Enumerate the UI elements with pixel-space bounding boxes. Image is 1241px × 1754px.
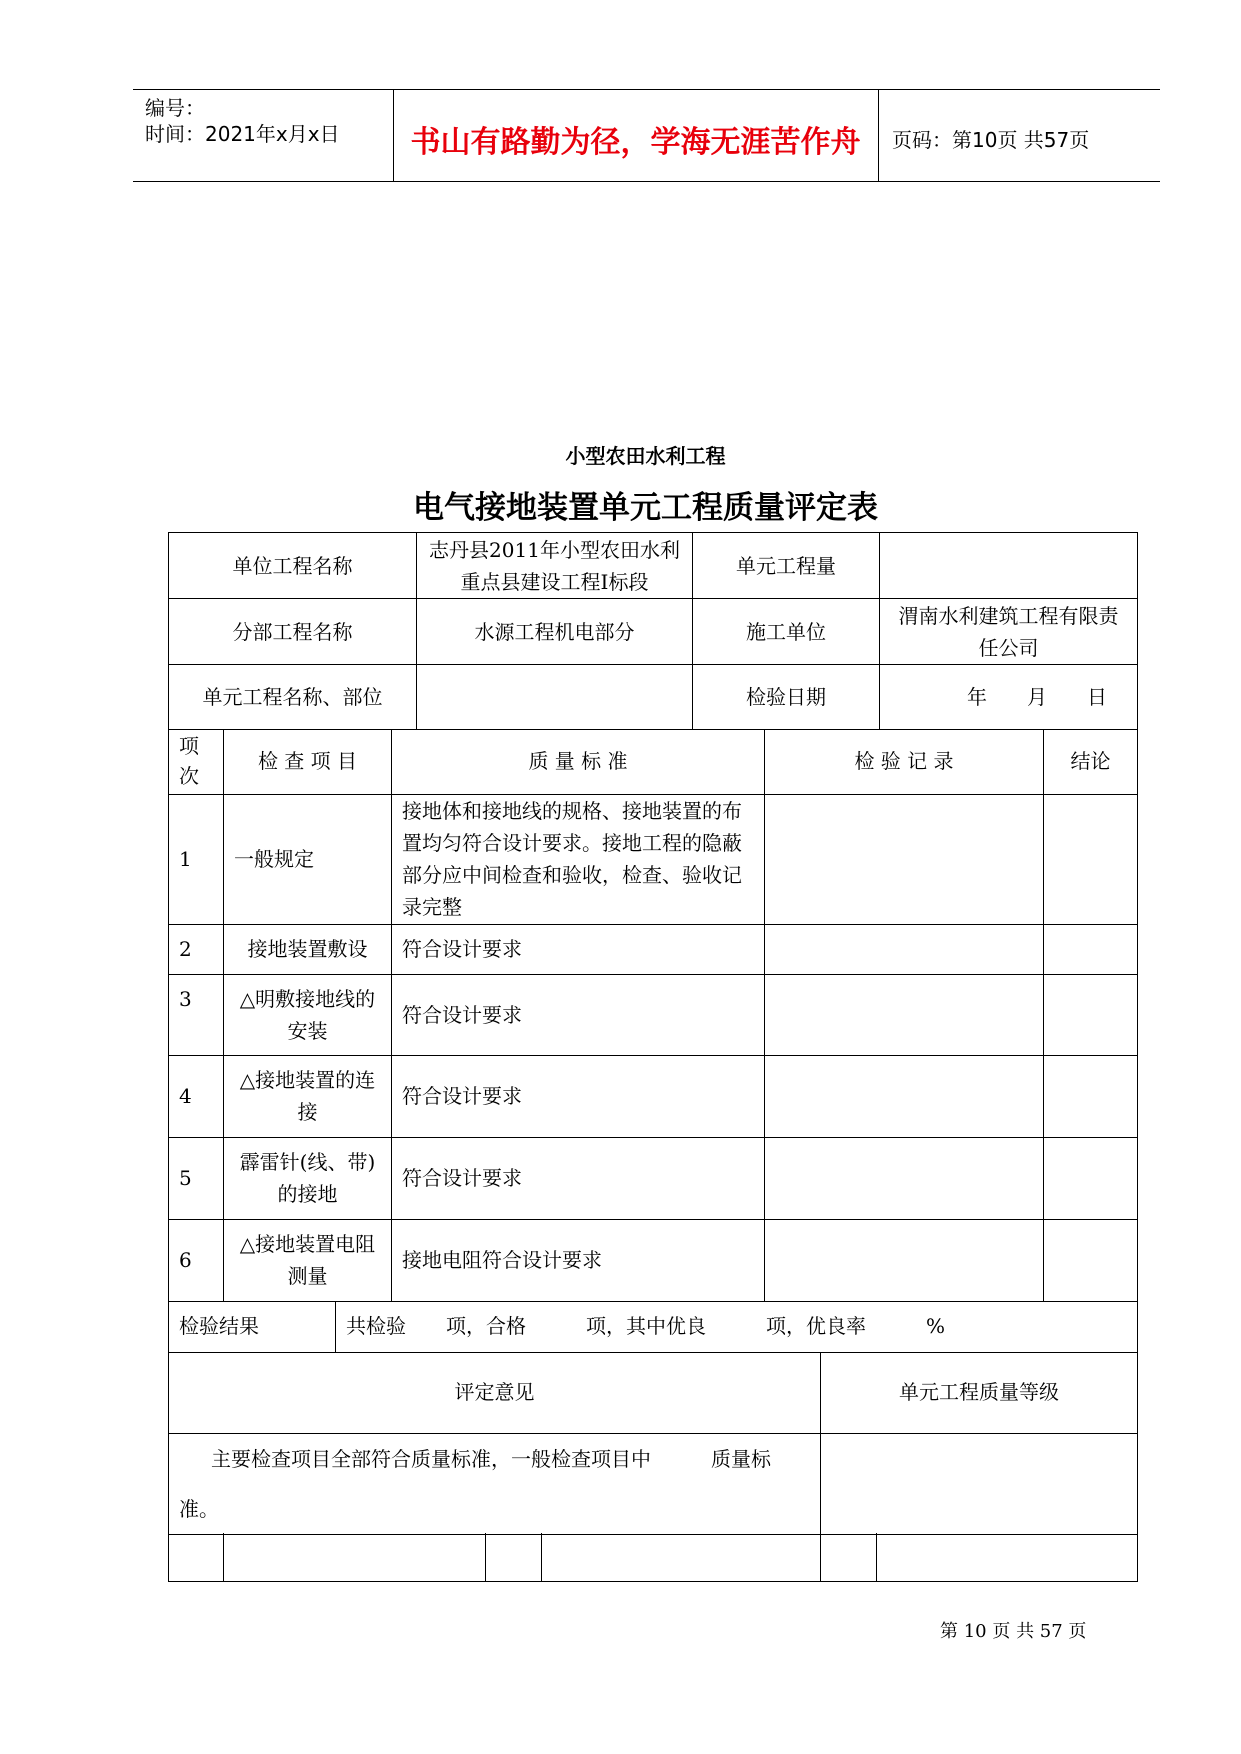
page-footer: 第 10 页 共 57 页 <box>940 1621 1087 1642</box>
row-no: 4 <box>169 1055 224 1137</box>
table-row <box>169 924 1138 974</box>
contractor-label: 施工单位 <box>693 599 880 665</box>
row-no: 1 <box>169 794 224 924</box>
unit-project-value: 志丹县2011年小型农田水利重点县建设工程Ⅰ标段 <box>417 533 693 599</box>
opinion-text: 主要检查项目全部符合质量标准，一般检查项目中 质量标准。 <box>169 1433 821 1534</box>
row-item: 霹雷针(线、带)的接地 <box>224 1137 392 1219</box>
row-no: 5 <box>169 1137 224 1219</box>
header-motto: 书山有路勤为径，学海无涯苦作舟 <box>410 125 861 160</box>
table-row <box>169 1137 1138 1219</box>
grade-value <box>821 1433 1138 1534</box>
row-record <box>765 1055 1044 1137</box>
grade-label: 单元工程质量等级 <box>821 1352 1138 1433</box>
row-record <box>765 924 1044 974</box>
row-no: 3 <box>169 974 224 1055</box>
evaluation-table <box>168 1352 1138 1535</box>
signature-cell <box>877 1533 1138 1581</box>
row-standard: 接地体和接地线的规格、接地装置的布置均匀符合设计要求。接地工程的隐蔽部分应中间检查和验收，检查、验收记录完整 <box>392 794 765 924</box>
division-label: 分部工程名称 <box>169 599 417 665</box>
row-item: △明敷接地线的安装 <box>224 974 392 1055</box>
element-label: 单元工程名称、部位 <box>169 665 417 730</box>
row-no: 2 <box>169 924 224 974</box>
row-standard: 接地电阻符合设计要求 <box>392 1219 765 1301</box>
row-standard: 符合设计要求 <box>392 974 765 1055</box>
inspect-date-value: 年 月 日 <box>880 665 1138 730</box>
col-header-item: 检 查 项 目 <box>224 729 392 794</box>
row-item: 接地装置敷设 <box>224 924 392 974</box>
document-title: 电气接地装置单元工程质量评定表 <box>413 490 878 526</box>
header-top-rule <box>133 89 1160 90</box>
inspection-header-row <box>169 729 1138 794</box>
signature-cell <box>821 1533 877 1581</box>
signature-cell <box>542 1533 821 1581</box>
col-header-no: 项次 <box>169 729 224 794</box>
unit-quantity-value <box>880 533 1138 599</box>
row-conclusion <box>1044 1055 1138 1137</box>
table-row <box>169 974 1138 1055</box>
inspect-date-label: 检验日期 <box>693 665 880 730</box>
row-item: △接地装置的连接 <box>224 1055 392 1137</box>
header-divider-right <box>878 89 879 181</box>
signature-cell <box>224 1533 486 1581</box>
result-label: 检验结果 <box>169 1301 336 1352</box>
unit-quantity-label: 单元工程量 <box>693 533 880 599</box>
row-record <box>765 794 1044 924</box>
unit-project-label: 单位工程名称 <box>169 533 417 599</box>
row-record <box>765 1137 1044 1219</box>
info-table <box>168 532 1138 730</box>
signature-cell <box>169 1533 224 1581</box>
row-conclusion <box>1044 924 1138 974</box>
table-row <box>169 1219 1138 1301</box>
header-time-label: 时间：2021年x月x日 <box>145 122 340 146</box>
row-item: 一般规定 <box>224 794 392 924</box>
col-header-record: 检 验 记 录 <box>765 729 1044 794</box>
row-conclusion <box>1044 974 1138 1055</box>
row-item: △接地装置电阻测量 <box>224 1219 392 1301</box>
contractor-value: 渭南水利建筑工程有限责任公司 <box>880 599 1138 665</box>
table-row <box>169 794 1138 924</box>
row-record <box>765 974 1044 1055</box>
col-header-conclusion: 结论 <box>1044 729 1138 794</box>
element-value <box>417 665 693 730</box>
row-conclusion <box>1044 794 1138 924</box>
signature-table <box>168 1533 1138 1582</box>
row-record <box>765 1219 1044 1301</box>
document-subtitle: 小型农田水利工程 <box>565 444 726 468</box>
col-header-standard: 质 量 标 准 <box>392 729 765 794</box>
row-standard: 符合设计要求 <box>392 924 765 974</box>
result-text: 共检验 项，合格 项，其中优良 项，优良率 % <box>336 1301 1138 1352</box>
row-standard: 符合设计要求 <box>392 1055 765 1137</box>
row-standard: 符合设计要求 <box>392 1137 765 1219</box>
division-value: 水源工程机电部分 <box>417 599 693 665</box>
header-number-label: 编号： <box>145 96 205 120</box>
result-table <box>168 1301 1138 1353</box>
table-row <box>169 1055 1138 1137</box>
row-conclusion <box>1044 1219 1138 1301</box>
header-bottom-rule <box>133 181 1160 182</box>
inspection-table <box>168 729 1138 1302</box>
row-no: 6 <box>169 1219 224 1301</box>
opinion-label: 评定意见 <box>169 1352 821 1433</box>
header-page-label: 页码：第10页 共57页 <box>892 128 1090 152</box>
signature-cell <box>486 1533 542 1581</box>
row-conclusion <box>1044 1137 1138 1219</box>
